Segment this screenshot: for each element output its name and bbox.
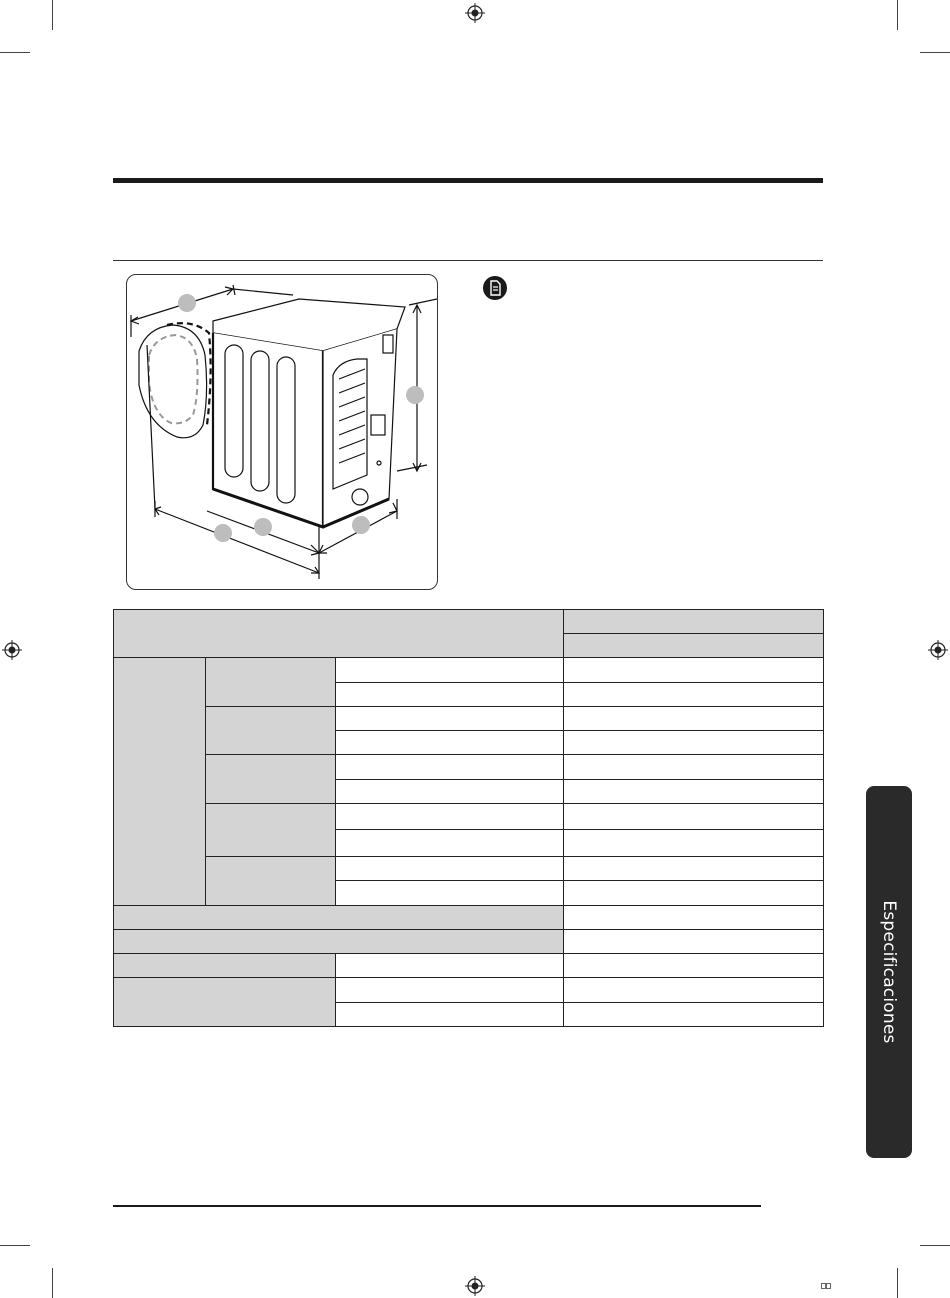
table-cell <box>564 780 824 804</box>
page-number-mark-icon <box>821 1283 831 1289</box>
table-row <box>114 755 824 780</box>
table-subgroup-cell <box>206 658 336 707</box>
table-cell <box>564 707 824 731</box>
table-label-cell <box>114 906 564 930</box>
table-row <box>114 906 824 930</box>
table-cell <box>564 755 824 780</box>
table-cell <box>336 707 564 731</box>
table-cell <box>564 857 824 881</box>
section-heading-rule <box>113 178 823 183</box>
crop-mark-tl-h <box>0 52 30 53</box>
table-cell <box>336 804 564 830</box>
table-row <box>114 954 824 978</box>
dryer-dimension-diagram-icon <box>127 275 437 589</box>
table-cell <box>564 978 824 1003</box>
table-cell <box>564 804 824 830</box>
table-subgroup-cell <box>206 857 336 906</box>
table-subgroup-cell <box>206 804 336 857</box>
table-header-cell <box>564 634 824 658</box>
table-cell <box>336 857 564 881</box>
table-row <box>114 804 824 830</box>
registration-mark-top-icon <box>465 3 485 23</box>
table-cell <box>336 658 564 683</box>
table-row <box>114 610 824 634</box>
crop-mark-bl-h <box>0 1245 30 1246</box>
table-cell <box>564 658 824 683</box>
table-cell <box>564 930 824 954</box>
crop-mark-br-h <box>920 1245 950 1246</box>
chapter-side-tab-label: Especificaciones <box>879 900 899 1044</box>
table-label-cell <box>114 978 336 1027</box>
dimension-figure <box>126 274 438 590</box>
table-group-cell <box>114 658 206 906</box>
crop-mark-bl-v <box>52 1268 53 1298</box>
table-cell <box>336 780 564 804</box>
crop-mark-tr-h <box>920 52 950 53</box>
table-label-cell <box>114 954 336 978</box>
crop-mark-tl-v <box>52 0 53 30</box>
crop-mark-tr-v <box>897 0 898 30</box>
table-cell <box>564 954 824 978</box>
table-cell <box>336 731 564 755</box>
table-cell <box>336 830 564 857</box>
registration-mark-right-icon <box>928 640 948 660</box>
table-cell <box>564 881 824 906</box>
table-cell <box>336 755 564 780</box>
chapter-side-tab <box>866 786 912 1158</box>
table-row <box>114 978 824 1003</box>
table-header-cell <box>564 610 824 634</box>
table-cell <box>564 830 824 857</box>
table-cell <box>336 1003 564 1027</box>
registration-mark-bottom-icon <box>465 1276 485 1296</box>
table-cell <box>336 954 564 978</box>
crop-mark-br-v <box>897 1268 898 1298</box>
footer-rule <box>113 1205 761 1207</box>
table-label-cell <box>114 930 564 954</box>
subsection-rule <box>113 260 823 261</box>
table-cell <box>336 683 564 707</box>
table-subgroup-cell <box>206 755 336 804</box>
specifications-table <box>113 609 824 1027</box>
registration-mark-left-icon <box>2 640 22 660</box>
table-row <box>114 857 824 881</box>
table-cell <box>564 683 824 707</box>
table-row <box>114 707 824 731</box>
table-subgroup-cell <box>206 707 336 755</box>
note-document-icon <box>483 276 507 300</box>
table-row <box>114 658 824 683</box>
table-cell <box>336 978 564 1003</box>
table-header-cell <box>114 610 564 658</box>
table-cell <box>336 881 564 906</box>
table-cell <box>564 906 824 930</box>
table-cell <box>564 731 824 755</box>
table-row <box>114 930 824 954</box>
table-cell <box>564 1003 824 1027</box>
